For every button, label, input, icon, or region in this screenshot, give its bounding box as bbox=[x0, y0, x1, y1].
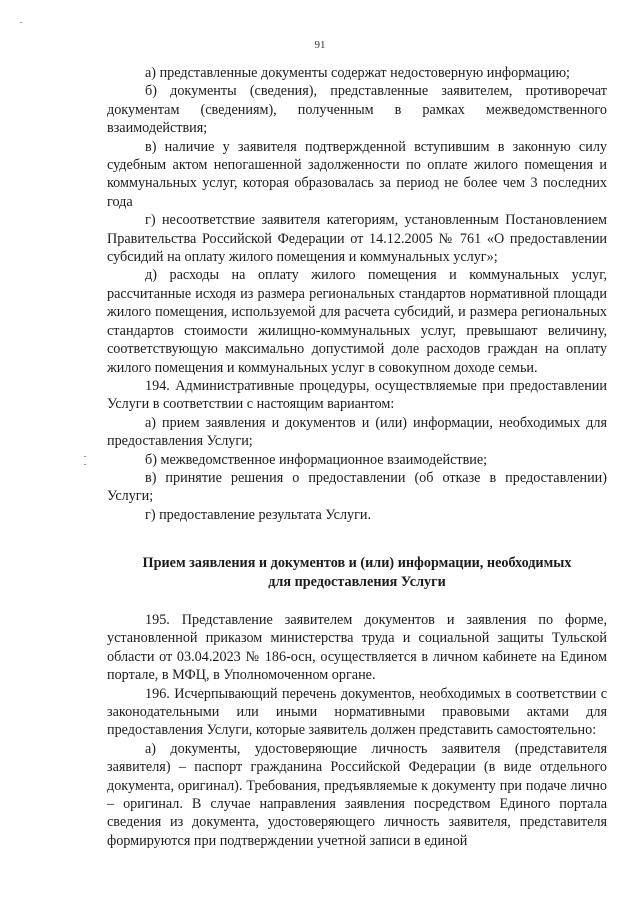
section-heading-line: Прием заявления и документов и (или) информации, необходимых bbox=[142, 555, 572, 572]
margin-mark bbox=[84, 456, 86, 457]
document-body bbox=[107, 64, 607, 850]
paragraph: а) документы, удостоверяющие личность заявителя (представителя заявителя) – паспорт гражданина Российской Федерации (в виде отдельного документа, оригинал). Требования, предъявляемые к документу при подаче лично – оригинал. В случае направления заявления посредством Единого портала сведения из документа, удостоверяющего личность заявителя, представителя формируются при подтверждении учетной записи в единой bbox=[107, 740, 607, 849]
paragraph: в) принятие решения о предоставлении (об отказе в предоставлении) Услуги; bbox=[107, 469, 607, 505]
paragraph: д) расходы на оплату жилого помещения и коммунальных услуг, рассчитанные исходя из размера региональных стандартов нормативной площади жилого помещения, используемой для расчета субсидий, и размера региональных стандартов стоимости жилищно-коммунальных услуг, превышают величину, соответствующую максимально допустимой доле расходов граждан на оплату жилого помещения и коммунальных услуг в совокупном доходе семьи. bbox=[107, 267, 607, 376]
section-heading-line: для предоставления Услуги bbox=[268, 573, 446, 590]
paragraph: б) документы (сведения), представленные заявителем, противоречат документам (сведениям), полученным в рамках межведомственного взаимодействия; bbox=[107, 83, 607, 137]
paragraph: 194. Административные процедуры, осуществляемые при предоставлении Услуги в соответствии с настоящим вариантом: bbox=[107, 377, 607, 413]
paragraph: г) предоставление результата Услуги. bbox=[145, 506, 372, 523]
paragraph: а) прием заявления и документов и (или) информации, необходимых для предоставления Услуги; bbox=[107, 414, 607, 450]
section-heading bbox=[107, 554, 607, 591]
paragraph: 195. Представление заявителем документов и заявления по форме, установленной приказом министерства труда и социальной защиты Тульской области от 03.04.2023 № 186-осн, осуществляется в личном кабинете на Едином портале, в МФЦ, в Уполномоченном органе. bbox=[107, 611, 607, 684]
paragraph: а) представленные документы содержат недостоверную информацию; bbox=[145, 65, 570, 81]
paragraph: б) межведомственное информационное взаимодействие; bbox=[145, 451, 488, 468]
paragraph: г) несоответствие заявителя категориям, установленным Постановлением Правительства Российской Федерации от 14.12.2005 № 761 «О предоставлении субсидий на оплату жилого помещения и коммунальных услуг»; bbox=[107, 212, 607, 266]
page-number: 91 bbox=[314, 39, 326, 51]
paragraph: 196. Исчерпывающий перечень документов, необходимых в соответствии с законодательными или иными нормативными правовыми актами для предоставления Услуги, которые заявитель должен представить самостоятельно: bbox=[107, 685, 607, 739]
paragraph: в) наличие у заявителя подтвержденной вступившим в законную силу судебным актом непогашенной задолженности по оплате жилого помещения и коммунальных услуг, которая образовалась за период не более чем 3 последних года bbox=[107, 138, 607, 210]
margin-mark bbox=[20, 22, 22, 23]
margin-mark bbox=[84, 464, 86, 465]
